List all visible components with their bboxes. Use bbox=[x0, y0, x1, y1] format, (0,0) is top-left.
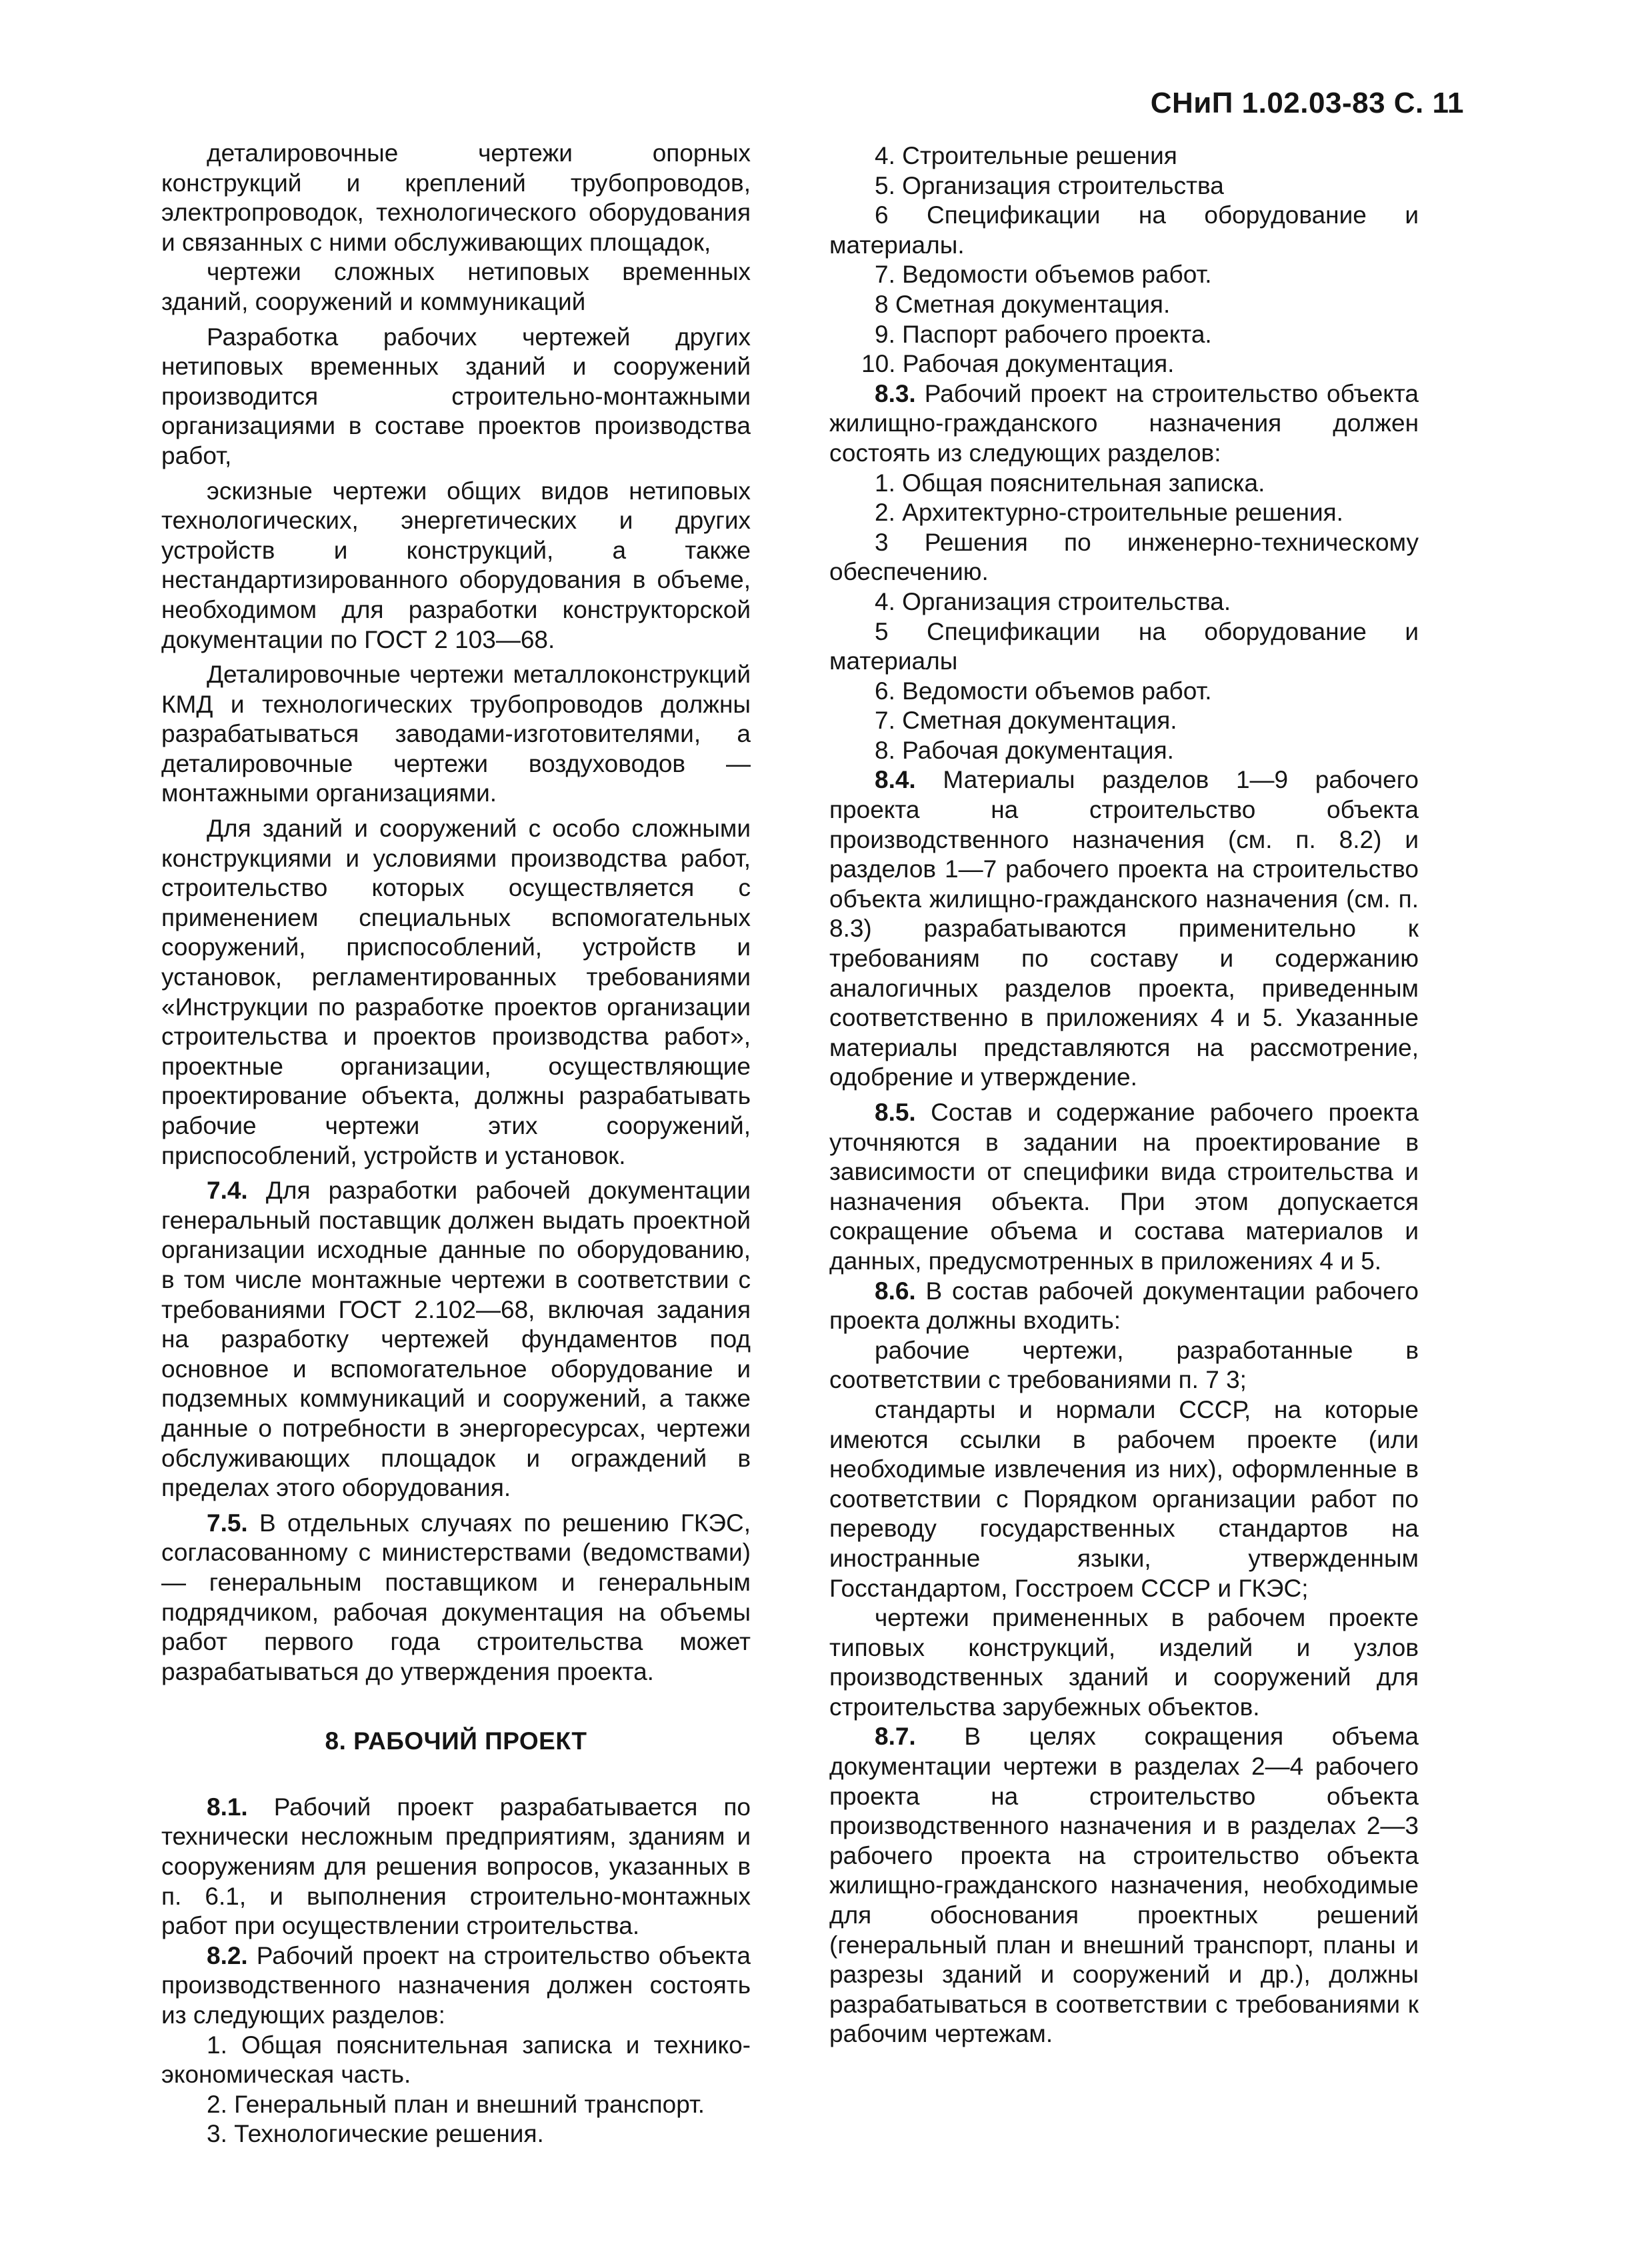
clause-text: Для разработки рабочей документации генеральный поставщик должен выдать проектной организации исходные данные по оборудованию, в том числе монтажные чертежи в соответствии с требованиями ГОСТ 2.102—68, включая задания на разработку чертежей фундаментов под основное и вспомогательное оборудование и подземных коммуникаций и сооружений, а также данные о потребности в энергоресурсах, чертежи обслуживающих площадок и ограждений в пределах этого оборудования. bbox=[161, 1177, 751, 1502]
list-item: 8. Рабочая документация. bbox=[875, 736, 1174, 764]
paragraph: стандарты и нормали СССР, на которые имеются ссылки в рабочем проекте (или необходимые извлечения из них), оформленные в соответствии с Порядком организации работ по переводу государственных стандартов на иностранные языки, утвержденным Госстандартом, Госстроем СССР и ГКЭС; bbox=[829, 1395, 1419, 1602]
paragraph: эскизные чертежи общих видов нетиповых технологических, энергетических и других устройств и конструкций, а также нестандартизированного оборудования в объеме, необходимом для разработки конструкторской документации по ГОСТ 2 103—68. bbox=[161, 477, 751, 653]
clause-text: Рабочий проект разрабатывается по технически несложным предприятиям, зданиям и сооружениям для решения вопросов, указанных в п. 6.1, и выполнения строительно-монтажных работ при осуществлении строительства. bbox=[161, 1793, 751, 1940]
clause-text: Рабочий проект на строительство объекта производственного назначения должен состоять из следующих разделов: bbox=[161, 1941, 751, 2029]
clause-number: 8.6. bbox=[875, 1277, 916, 1305]
list-item: 5. Организация строительства bbox=[875, 171, 1224, 199]
paragraph: деталировочные чертежи опорных конструкций и креплений трубопроводов, электропроводок, технологического оборудования и связанных с ними обслуживающих площадок, bbox=[161, 139, 751, 256]
clause-8-7 bbox=[829, 1722, 1419, 2049]
list-item: 9. Паспорт рабочего проекта. bbox=[875, 320, 1212, 348]
list-item: 2. Генеральный план и внешний транспорт. bbox=[207, 2090, 705, 2118]
list-item: 7. Ведомости объемов работ. bbox=[875, 261, 1212, 289]
paragraph: чертежи сложных нетиповых временных зданий, сооружений и коммуникаций bbox=[161, 258, 751, 315]
clause-number: 8.7. bbox=[875, 1723, 916, 1751]
list-item: 1. Общая пояснительная записка и технико-экономическая часть. bbox=[161, 2031, 751, 2089]
list-item: 7. Сметная документация. bbox=[875, 707, 1177, 735]
clause-number: 8.4. bbox=[875, 766, 916, 794]
left-column bbox=[161, 139, 751, 2149]
list-item: 3. Технологические решения. bbox=[207, 2120, 544, 2148]
clause-number: 8.3. bbox=[875, 379, 916, 407]
right-column bbox=[829, 141, 1419, 2049]
list-item: 1. Общая пояснительная записка. bbox=[875, 469, 1265, 497]
clause-number: 8.5. bbox=[875, 1099, 916, 1126]
list-item: 2. Архитектурно-строительные решения. bbox=[875, 499, 1343, 527]
clause-text: В целях сокращения объема документации чертежи в разделах 2—4 рабочего проекта на строительство объекта производственного назначения и в разделах 2—3 рабочего проекта на строительство объекта жилищно-гражданского назначения, необходимые для обоснования проектных решений (генеральный план и внешний транспорт, планы и разрезы зданий и сооружений и др.), должны разрабатываться в соответствии с требованиями к рабочим чертежам. bbox=[829, 1723, 1419, 2048]
paragraph: Разработка рабочих чертежей других нетиповых временных зданий и сооружений производится строительно-монтажными организациями в составе проектов производства работ, bbox=[161, 323, 751, 469]
list-item: 5 Спецификации на оборудование и материалы bbox=[829, 617, 1419, 675]
clause-7-4 bbox=[161, 1176, 751, 1503]
clause-8-3 bbox=[829, 379, 1419, 469]
clause-7-5 bbox=[161, 1509, 751, 1687]
paragraph: рабочие чертежи, разработанные в соответствии с требованиями п. 7 3; bbox=[829, 1336, 1419, 1394]
clause-text: В отдельных случаях по решению ГКЭС, согласованному с министерствами (ведомствами) — генеральным поставщиком и генеральным подрядчиком, рабочая документация на объемы работ первого года строительства может разрабатываться до утверждения проекта. bbox=[161, 1509, 751, 1685]
clause-text: Состав и содержание рабочего проекта уточняются в задании на проектирование в зависимости от специфики вида строительства и назначения объекта. При этом допускается сокращение объема и состава материалов и данных, предусмотренных в приложениях 4 и 5. bbox=[829, 1099, 1419, 1275]
list-item: 8 Сметная документация. bbox=[875, 290, 1171, 318]
paragraph: Деталировочные чертежи металлоконструкций КМД и технологических трубопроводов должны разрабатываться заводами-изготовителями, а деталировочные чертежи воздуховодов — монтажными организациями. bbox=[161, 661, 751, 807]
clause-8-5 bbox=[829, 1098, 1419, 1277]
clause-number: 7.4. bbox=[207, 1177, 248, 1205]
running-header: СНиП 1.02.03-83 С. 11 bbox=[1150, 87, 1464, 119]
list-item: 10. Рабочая документация. bbox=[861, 350, 1175, 378]
paragraph: Для зданий и сооружений с особо сложными конструкциями и условиями производства работ, строительство которых осуществляется с применением специальных вспомогательных сооружений, приспособлений, устройств и установок, регламентированных требованиями «Инструкции по разработке проектов организации строительства и проектов производства работ», проектные организации, осуществляющие проектирование объекта, должны разрабатывать рабочие чертежи этих сооружений, приспособлений, устройств и установок. bbox=[161, 815, 751, 1169]
clause-text: Рабочий проект на строительство объекта жилищно-гражданского назначения должен состоять из следующих разделов: bbox=[829, 379, 1419, 467]
clause-number: 8.2. bbox=[207, 1941, 248, 1969]
paragraph: чертежи примененных в рабочем проекте типовых конструкций, изделий и узлов производственных зданий и сооружений для строительства зарубежных объектов. bbox=[829, 1604, 1419, 1721]
list-item: 6. Ведомости объемов работ. bbox=[875, 677, 1212, 705]
clause-text: Материалы разделов 1—9 рабочего проекта на строительство объекта производственного назначения (см. п. 8.2) и разделов 1—7 рабочего проекта на строительство объекта жилищно-гражданского назначения (см. п. 8.3) разрабатываются применительно к требованиям по составу и содержанию аналогичных разделов проекта, приведенным соответственно в приложениях 4 и 5. Указанные материалы представляются на рассмотрение, одобрение и утверждение. bbox=[829, 766, 1419, 1091]
clause-number: 7.5. bbox=[207, 1509, 248, 1537]
list-item: 3 Решения по инженерно-техническому обеспечению. bbox=[829, 528, 1419, 586]
list-item: 6 Спецификации на оборудование и материалы. bbox=[829, 201, 1419, 259]
clause-8-6 bbox=[829, 1277, 1419, 1336]
clause-8-4 bbox=[829, 765, 1419, 1093]
clause-text: В состав рабочей документации рабочего проекта должны входить: bbox=[829, 1277, 1419, 1335]
clause-8-2 bbox=[161, 1941, 751, 2031]
section-heading: 8. РАБОЧИЙ ПРОЕКТ bbox=[325, 1727, 587, 1755]
list-item: 4. Организация строительства. bbox=[875, 587, 1231, 615]
list-item: 4. Строительные решения bbox=[875, 142, 1177, 169]
clause-8-1 bbox=[161, 1793, 751, 1941]
clause-number: 8.1. bbox=[207, 1793, 248, 1821]
